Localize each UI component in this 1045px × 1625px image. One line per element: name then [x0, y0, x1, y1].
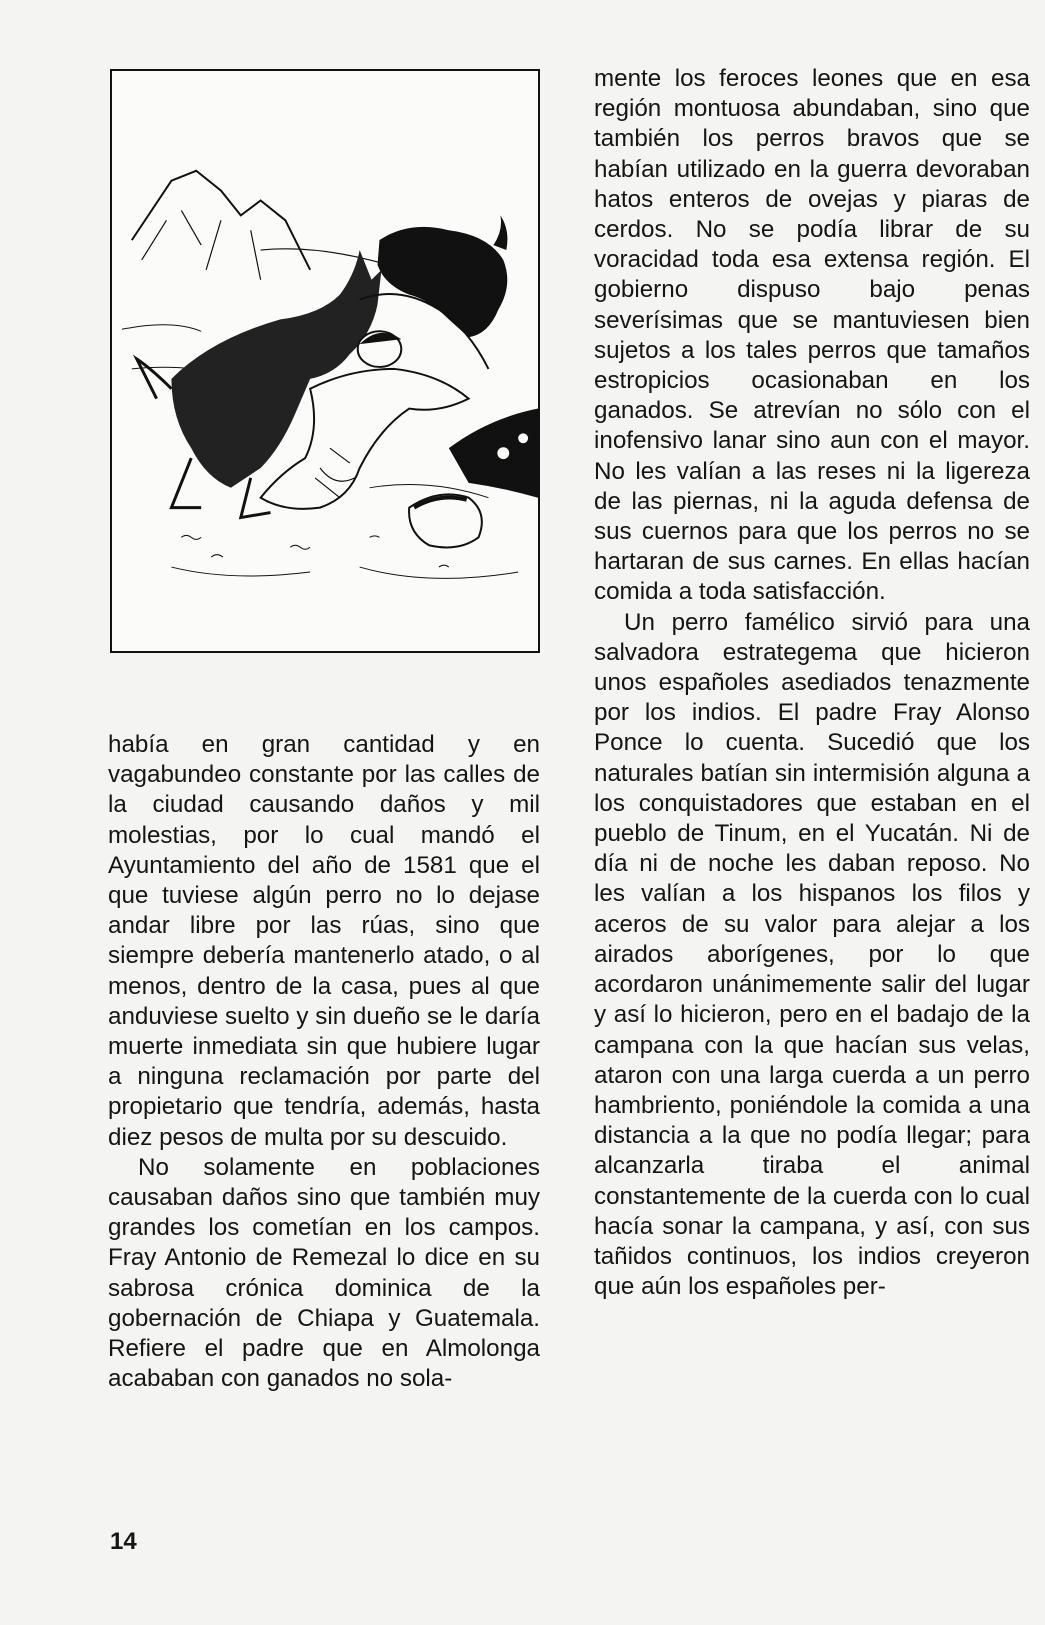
page-number: 14 — [110, 1528, 137, 1555]
illustration — [110, 69, 540, 653]
left-column — [108, 730, 540, 1394]
right-column — [594, 64, 1030, 1302]
right-paragraph-2: Un perro famélico sirvió para una salvadora estrategema que hicieron unos españoles asediados tenazmente por los indios. El padre Fray Alonso Ponce lo cuenta. Sucedió que los naturales batían sin intermisión alguna a los conquistadores que estaban en el pueblo de Tinum, en el Yucatán. Ni de día ni de noche les daban reposo. No les valían a los hispanos los filos y aceros de su valor para alejar a los airados aborígenes, por lo que acordaron unánimemente salir del lugar y así lo hicieron, pero en el badajo de la campana con la que hacían sus velas, ataron con una larga cuerda a un perro hambriento, poniéndole la comida a una distancia a la que no podía llegar; para alcanzarla tiraba el animal constantemente de la cuerda con lo cual hacía sonar la campana, y así, con sus tañidos continuos, los indios creyeron que aún los españoles per- — [594, 608, 1030, 1301]
left-paragraph-1: había en gran cantidad y en vagabundeo constante por las calles de la ciudad causando daños y mil molestias, por lo cual mandó el Ayuntamiento del año de 1581 que el que tuviese algún perro no lo dejase andar libre por las rúas, sino que siempre debería mantenerlo atado, o al menos, dentro de la casa, pues al que anduviese suelto y sin dueño se le daría muerte inmediata sin que hubiere lugar a ninguna reclamación por parte del propietario que tendría, además, hasta diez pesos de multa por su descuido. — [108, 731, 540, 1151]
dogs-attacking-men-illustration-icon — [112, 71, 538, 651]
left-paragraph-2: No solamente en poblaciones causaban daños sino que también muy grandes los cometían en los campos. Fray Antonio de Remezal lo dice en su sabrosa crónica dominica de la gobernación de Chiapa y Guatemala. Refiere el padre que en Almolonga acababan con ganados no sola- — [108, 1153, 540, 1393]
right-paragraph-1: mente los feroces leones que en esa región montuosa abundaban, sino que también los perros bravos que se habían utilizado en la guerra devoraban hatos enteros de ovejas y piaras de cerdos. No se podía librar de su voracidad toda esa extensa región. El gobierno dispuso bajo penas severísimas que se mantuviesen bien sujetos a los tales perros que tamaños estropicios ocasionaban en los ganados. Se atrevían no sólo con el inofensivo lanar sino aun con el mayor. No les valían a las reses ni la ligereza de las piernas, ni la aguda defensa de sus cuernos para que los perros no se hartaran de sus carnes. En ellas hacían comida a toda satisfacción. — [594, 65, 1030, 606]
